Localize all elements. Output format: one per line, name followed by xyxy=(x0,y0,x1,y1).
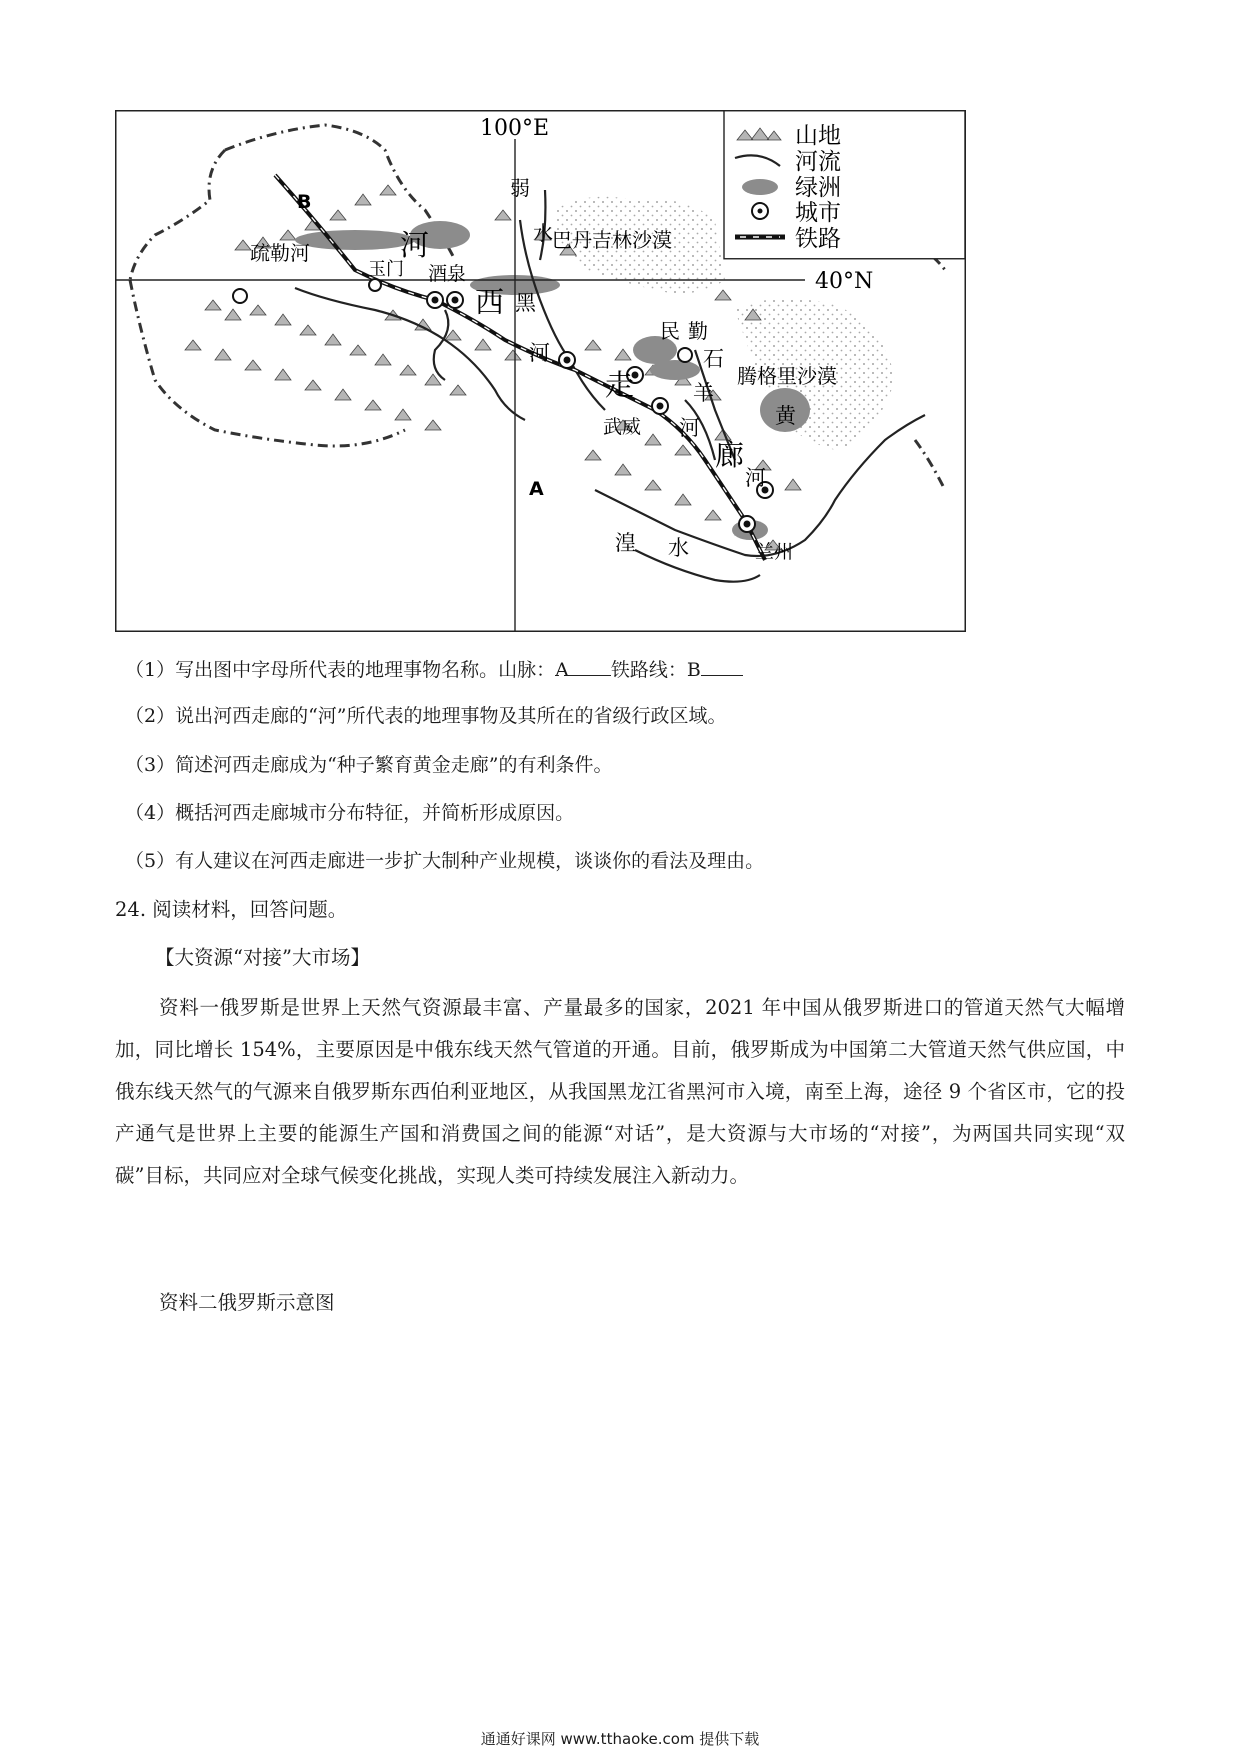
question-text: 说出河西走廊的“河”所代表的地理事物及其所在的省级行政区域。 xyxy=(175,705,727,727)
question-text: 简述河西走廊成为“种子繁育黄金走廊”的有利条件。 xyxy=(175,754,613,776)
huangshui-label-char: 水 xyxy=(668,536,689,560)
legend-label: 绿洲 xyxy=(795,175,841,201)
question-number: （3） xyxy=(125,754,176,776)
badain-jaran-label: 巴丹吉林沙漠 xyxy=(552,228,672,252)
corridor-label-char: 廊 xyxy=(715,438,745,472)
shiyang-label-char: 河 xyxy=(679,416,700,440)
yumen-label: 玉门 xyxy=(368,259,404,280)
question-number: （5） xyxy=(125,850,176,872)
map-legend xyxy=(724,111,965,259)
heihe-label-char: 河 xyxy=(529,341,550,365)
page-footer: 通通好课网 www.tthaoke.com 提供下载 xyxy=(480,1730,760,1748)
answer-blank-a[interactable] xyxy=(569,657,611,676)
question-1 xyxy=(125,657,743,682)
tengger-label: 腾格里沙漠 xyxy=(737,364,837,388)
minqin-label-char: 民 xyxy=(660,319,680,343)
oasis-icon xyxy=(742,179,778,195)
question-text: 写出图中字母所代表的地理事物名称。山脉：A xyxy=(175,659,569,681)
legend-label: 山地 xyxy=(795,123,841,149)
shiyang-label-char: 羊 xyxy=(693,381,714,405)
letter-b: B xyxy=(297,191,312,213)
material-1-paragraph: 资料一俄罗斯是世界上天然气资源最丰富、产量最多的国家，2021 年中国从俄罗斯进口的管道天然气大幅增加，同比增长 154%，主要原因是中俄东线天然气管道的开通。目前，俄罗斯成为中国第二大管道天然气供应国，中俄东线天然气的气源来自俄罗斯东西伯利亚地区，从我国黑龙江省黑河市入境，南至上海，途径 9 个省区市，它的投产通气是世界上主要的能源生产国和消费国之间的能源“对话”，是大资源与大市场的“对接”，为两国共同实现“双碳”目标，共同应对全球气候变化挑战，实现人类可持续发展注入新动力。 xyxy=(115,996,1125,1187)
city-icon xyxy=(752,203,768,219)
legend-label: 铁路 xyxy=(795,226,841,252)
answer-blank-b[interactable] xyxy=(701,657,743,676)
legend-label: 河流 xyxy=(795,149,841,175)
ruoshui-label-char: 水 xyxy=(533,221,553,245)
lanzhou-label: 兰州 xyxy=(755,541,794,563)
huanghe-label-char: 黄 xyxy=(775,404,796,428)
letter-a: A xyxy=(529,478,544,500)
question-5 xyxy=(125,849,764,873)
question-text: 有人建议在河西走廊进一步扩大制种产业规模，谈谈你的看法及理由。 xyxy=(175,850,765,872)
question-2 xyxy=(125,704,727,728)
ruoshui-label-char: 弱 xyxy=(510,176,530,200)
parallel-label: 40°N xyxy=(815,269,874,294)
material-2-caption: 资料二俄罗斯示意图 xyxy=(159,1291,335,1314)
question-number: （1） xyxy=(125,659,176,681)
huanghe-label-char: 河 xyxy=(745,466,766,490)
question-text: 铁路线：B xyxy=(610,659,701,681)
huangshui-label-char: 湟 xyxy=(615,531,636,555)
minqin-label-char: 勤 xyxy=(688,319,708,343)
jiuquan-label: 酒泉 xyxy=(428,263,467,285)
question-text: 概括河西走廊城市分布特征，并简析形成原因。 xyxy=(175,802,575,824)
corridor-label-char: 走 xyxy=(605,368,635,402)
corridor-label-char: 河 xyxy=(400,228,430,262)
wuwei-label: 武威 xyxy=(603,416,642,438)
corridor-label-char: 西 xyxy=(475,285,505,319)
shiyang-label-char: 石 xyxy=(703,347,724,371)
heihe-label-char: 黑 xyxy=(515,291,536,315)
question-24-title: 24. 阅读材料，回答问题。 xyxy=(115,898,348,921)
legend-label: 城市 xyxy=(795,200,841,226)
shule-river-label: 疏勒河 xyxy=(250,241,310,265)
question-number: （4） xyxy=(125,802,176,824)
question-4 xyxy=(125,801,574,825)
material-heading: 【大资源“对接”大市场】 xyxy=(155,946,370,969)
meridian-label: 100°E xyxy=(480,116,550,141)
question-number: （2） xyxy=(125,705,176,727)
question-3 xyxy=(125,753,613,777)
hexi-corridor-map xyxy=(115,110,966,632)
